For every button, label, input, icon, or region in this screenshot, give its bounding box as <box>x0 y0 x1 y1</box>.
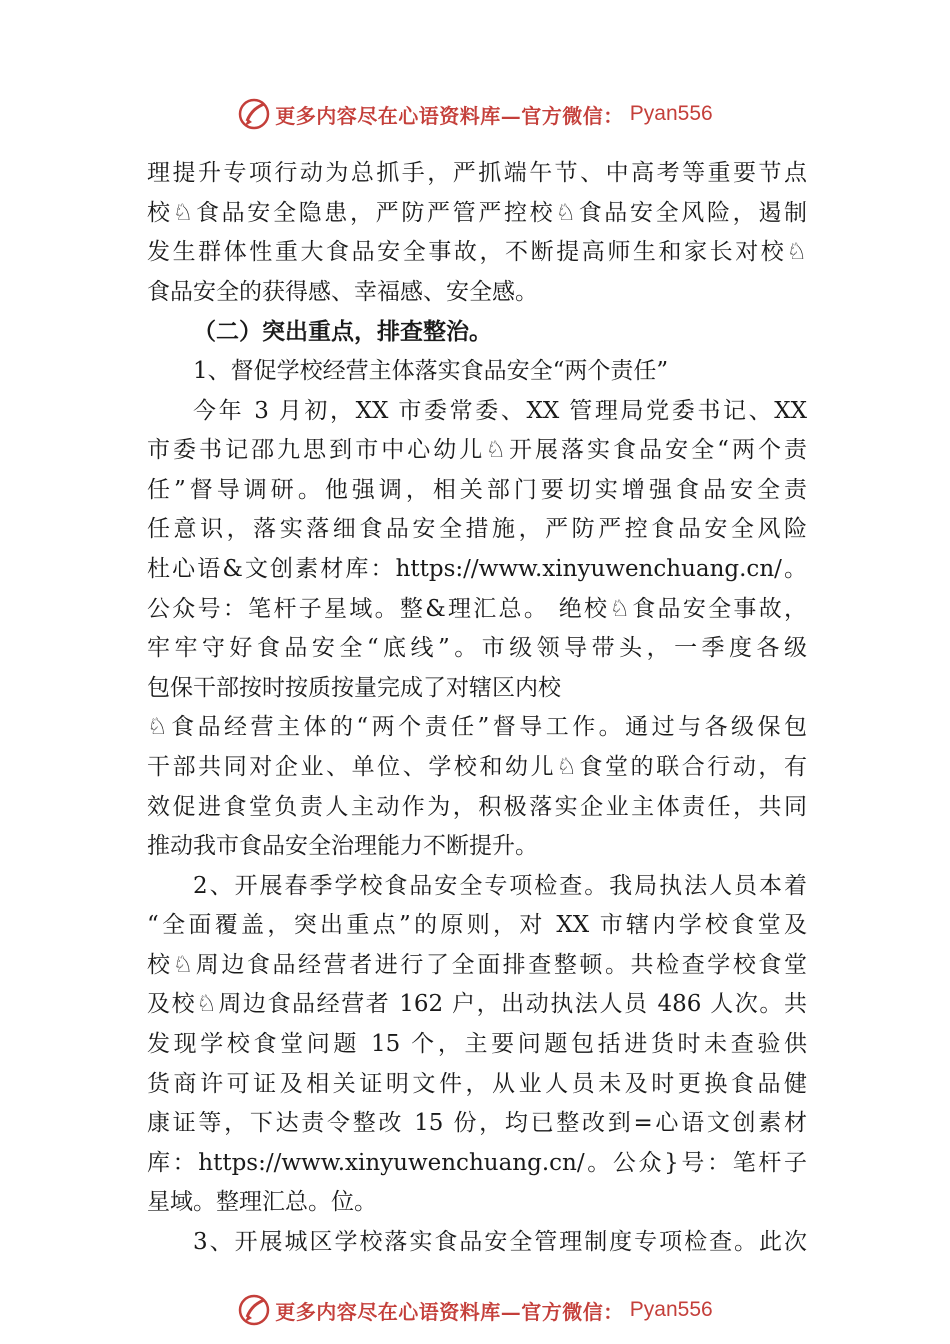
document-body <box>147 154 807 1263</box>
text-line: 推动我市食品安全治理能力不断提升。 <box>147 833 538 860</box>
text-line: 任”督导调研。他强调，相关部门要切实增强食品安全责 <box>147 476 807 503</box>
text-line: 及校♘周边食品经营者 162 户，出动执法人员 486 人次。共 <box>147 991 807 1018</box>
text-line: 发生群体性重大食品安全事故，不断提高师生和家长对校♘ <box>147 239 807 266</box>
text-line: 今年 3 月初，XX 市委常委、XX 管理局党委书记、XX <box>193 397 807 424</box>
text-line: 校♘周边食品经营者进行了全面排查整顿。共检查学校食堂 <box>147 951 807 978</box>
brand-logo-icon <box>237 1293 271 1327</box>
banner-text: 更多内容尽在心语资料库—官方微信： <box>275 103 624 128</box>
text-line: 牢牢守好食品安全“底线”。市级领导带头，一季度各级 <box>147 635 807 662</box>
banner-text: 更多内容尽在心语资料库—官方微信： <box>275 1299 624 1324</box>
footer-banner <box>0 1290 950 1330</box>
text-line: 货商许可证及相关证明文件，从业人员未及时更换食品健 <box>147 1070 807 1097</box>
header-banner <box>0 94 950 134</box>
text-line: 库：https://www.xinyuwenchuang.cn/。公众}号：笔杆子 <box>147 1149 807 1176</box>
text-line: （二）突出重点，排查整治。 <box>193 318 492 346</box>
text-line: 包保干部按时按质按量完成了对辖区内校 <box>147 674 561 701</box>
text-line: “全面覆盖，突出重点”的原则，对 XX 市辖内学校食堂及 <box>147 912 807 939</box>
text-line: 1、督促学校经营主体落实食品安全“两个责任” <box>193 357 669 384</box>
text-line: 杜心语&文创素材库：https://www.xinyuwenchuang.cn/。 <box>147 555 807 582</box>
banner-wechat-id: Pyan556 <box>629 1298 713 1321</box>
text-line: ♘食品经营主体的“两个责任”督导工作。通过与各级保包 <box>147 714 807 741</box>
text-line: 公众号：笔杆子星域。整&理汇总。 绝校♘食品安全事故， <box>147 595 807 622</box>
text-line: 理提升专项行动为总抓手，严抓端午节、中高考等重要节点 <box>147 160 807 186</box>
text-line: 3、开展城区学校落实食品安全管理制度专项检查。此次 <box>193 1229 807 1256</box>
text-line: 康证等，下达责令整改 15 份，均已整改到=心语文创素材 <box>147 1110 807 1137</box>
text-line: 效促进食堂负责人主动作为，积极落实企业主体责任，共同 <box>147 793 807 820</box>
text-line: 食品安全的获得感、幸福感、安全感。 <box>147 278 538 305</box>
text-line: 发现学校食堂问题 15 个，主要问题包括进货时未查验供 <box>147 1031 807 1058</box>
text-line: 2、开展春季学校食品安全专项检查。我局执法人员本着 <box>193 872 807 899</box>
text-line: 市委书记邵九思到市中心幼儿♘开展落实食品安全“两个责 <box>147 437 807 464</box>
brand-logo-icon <box>237 97 271 131</box>
text-line: 星域。整理汇总。位。 <box>147 1189 377 1216</box>
text-line: 校♘食品安全隐患，严防严管严控校♘食品安全风险，遏制 <box>147 199 807 226</box>
text-line: 干部共同对企业、单位、学校和幼儿♘食堂的联合行动，有 <box>147 753 807 780</box>
text-line: 任意识，落实落细食品安全措施，严防严控食品安全风险 <box>147 516 807 543</box>
banner-wechat-id: Pyan556 <box>629 102 713 125</box>
